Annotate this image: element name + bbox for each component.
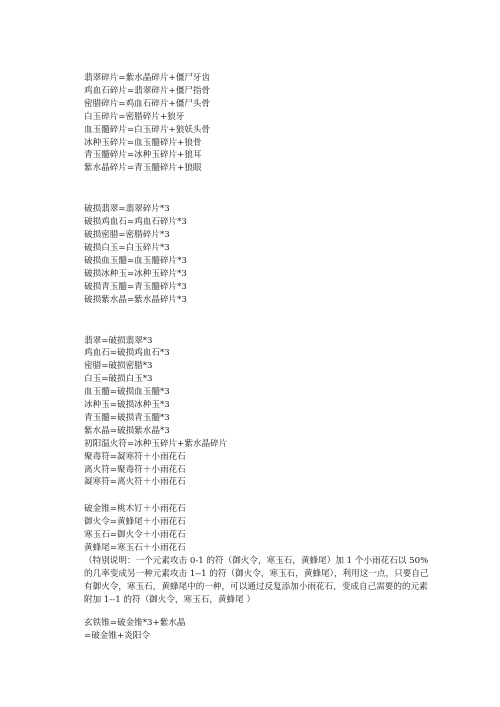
recipe-line: 密腊碎片=鸡血石碎片+僵尸头骨: [84, 98, 211, 109]
recipe-line: 翡翠碎片=紫水晶碎片+僵尸牙齿: [84, 73, 211, 83]
recipe-line: 破损紫水晶=紫水晶碎片*3: [84, 294, 187, 305]
recipe-line: 青玉髓碎片=冰种玉碎片+狼耳: [84, 150, 202, 161]
section-gem-recipes: [84, 335, 434, 490]
section-spacer: [84, 175, 434, 203]
recipe-line: 血玉髓碎片=白玉碎片+狼妖头骨: [84, 124, 211, 135]
recipe-line: 黄蜂尾=寒玉石＋小雨花石: [84, 543, 186, 554]
recipe-line: 破损白玉=白玉碎片*3: [84, 242, 170, 253]
recipe-line: 聚毒符=凝寒符＋小雨花石: [84, 451, 186, 462]
section-shard-recipes: [84, 72, 434, 175]
recipe-line: 密腊=破损密腊*3: [84, 361, 153, 372]
section-spacer: [84, 607, 434, 617]
recipe-line: 鸡血石=破损鸡血石*3: [84, 348, 170, 359]
document-body: [84, 72, 434, 642]
recipe-line: 破损青玉髓=青玉髓碎片*3: [84, 281, 187, 292]
recipe-line: 紫水晶碎片=青玉髓碎片+狼眼: [84, 163, 202, 174]
recipe-line: 破损翡翠=翡翠碎片*3: [84, 204, 170, 215]
recipe-line: 白玉=破损白玉*3: [84, 374, 153, 385]
recipe-line: 寒玉石=御火令＋小雨花石: [84, 530, 186, 541]
section-spacer: [84, 307, 434, 335]
recipe-line: =破金锥+炎阳令: [84, 630, 150, 641]
section-damaged-recipes: [84, 203, 434, 306]
recipe-line: 玄铁锥=破金锥*3+紫水晶: [84, 617, 186, 628]
recipe-line: 翡翠=破损翡翠*3: [84, 335, 153, 346]
recipe-line: 紫水晶=破损紫水晶*3: [84, 425, 170, 436]
recipe-line: 破损鸡血石=鸡血石碎片*3: [84, 217, 187, 228]
recipe-line: 破损冰种玉=冰种玉碎片*3: [84, 268, 187, 279]
recipe-line: 破金锥=桃木钉＋小雨花石: [84, 504, 186, 515]
recipe-line: 破损血玉髓=血玉髓碎片*3: [84, 255, 187, 266]
recipe-line: 初阳温火符=冰种玉碎片+紫水晶碎片: [84, 438, 228, 449]
recipe-line: 青玉髓=破损青玉髓*3: [84, 412, 170, 423]
section-talisman-recipes: [84, 503, 434, 606]
recipe-line: 鸡血石碎片=翡翠碎片+僵尸指骨: [84, 85, 211, 96]
recipe-line: 离火符=聚毒符＋小雨花石: [84, 464, 186, 475]
special-note-paragraph: （特别说明：一个元素攻击 0-1 的符（御火令，寒玉石，黄蜂尾）加 1 个小雨花石以 50%的几率变成另一种元素攻击 1--1 的符（御火令，寒玉石，黄蜂尾），利用这一点，只要自己有御火令，寒玉石，黄蜂尾中的一种，可以通过反复添加小雨花石，变成自己需要的的元素附加 1--1 的符（御火令，寒玉石，黄蜂尾 ）: [84, 556, 429, 605]
recipe-line: 血玉髓=破损血玉髓*3: [84, 387, 170, 398]
section-weapon-recipes: [84, 617, 434, 643]
section-spacer: [84, 489, 434, 503]
recipe-line: 白玉碎片=密腊碎片+狼牙: [84, 111, 185, 122]
recipe-line: 冰种玉=破损冰种玉*3: [84, 400, 170, 411]
recipe-line: 凝寒符=离火符＋小雨花石: [84, 477, 186, 488]
recipe-line: 冰种玉碎片=血玉髓碎片+狼骨: [84, 137, 202, 148]
recipe-line: 破损密腊=密腊碎片*3: [84, 230, 170, 241]
recipe-line: 御火令=黄蜂尾＋小雨花石: [84, 517, 186, 528]
